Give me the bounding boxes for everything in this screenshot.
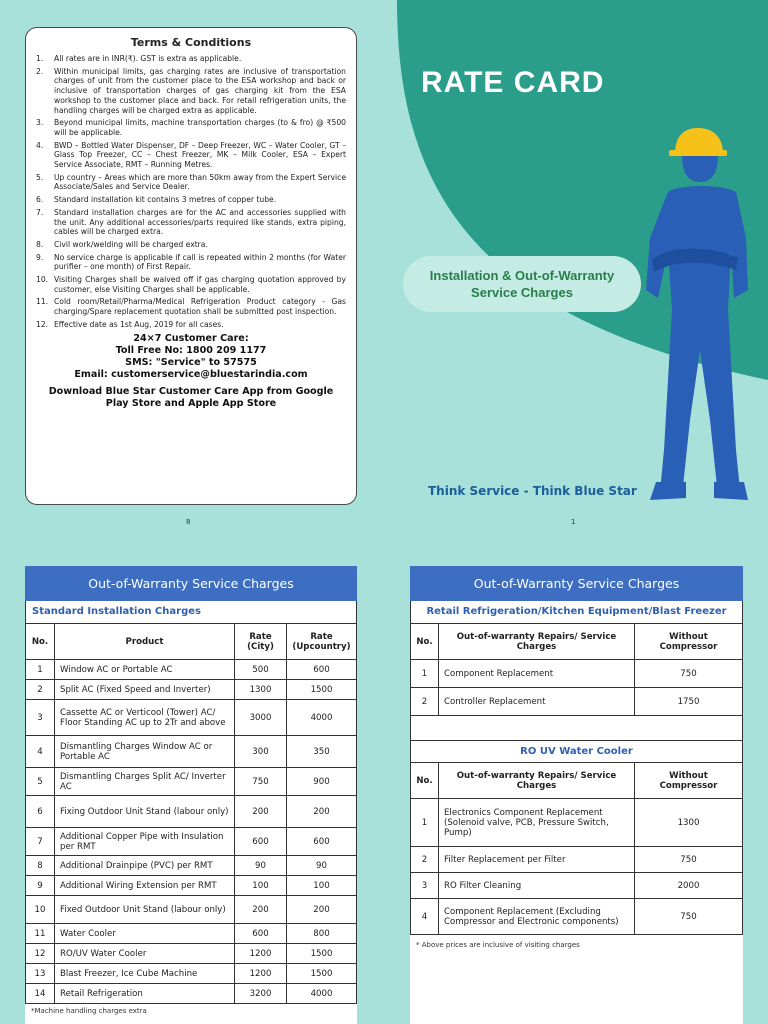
standard-installation-panel — [25, 566, 357, 1024]
cover-subtitle-line1: Installation & Out-of-Warranty — [429, 268, 615, 283]
row-number: 10 — [26, 896, 55, 924]
rate-city: 90 — [235, 856, 287, 876]
terms-item-number: 3. — [36, 118, 44, 128]
terms-panel — [25, 27, 357, 505]
table-row — [411, 873, 743, 899]
row-number: 2 — [26, 680, 55, 700]
row-number: 2 — [411, 688, 439, 716]
rate-city: 200 — [235, 796, 287, 828]
row-number: 5 — [26, 768, 55, 796]
service-description: Controller Replacement — [439, 688, 635, 716]
terms-item-number: 7. — [36, 207, 44, 217]
terms-item-text: Effective date as 1st Aug, 2019 for all cases. — [54, 319, 224, 329]
table-row — [26, 924, 357, 944]
terms-item-text: All rates are in INR(₹). GST is extra as applicable. — [54, 54, 242, 63]
terms-item-number: 11. — [36, 297, 49, 307]
left-table-header: Out-of-Warranty Service Charges — [25, 566, 357, 601]
rate-city: 3000 — [235, 700, 287, 736]
row-number: 11 — [26, 924, 55, 944]
rate-city: 1300 — [235, 680, 287, 700]
table-row — [411, 660, 743, 688]
rate-upcountry: 100 — [287, 876, 357, 896]
terms-item-text: Within municipal limits, gas charging rates are inclusive of transportation charges of unit from the customer place to the ESA workshop and back or inclusive of transportation charges of gas charging kit from the ESA workshop to the customer place and back. For retail refrigeration units, the handling charges will be charged extra as applicable. — [54, 66, 346, 115]
col-no: No. — [411, 624, 439, 660]
rate-city: 750 — [235, 768, 287, 796]
terms-item-text: Beyond municipal limits, machine transportation charges (to & fro) @ ₹500 will be applicable. — [54, 118, 346, 137]
rate-upcountry: 600 — [287, 828, 357, 856]
product-name: Split AC (Fixed Speed and Inverter) — [55, 680, 235, 700]
cover-subtitle-badge — [403, 256, 641, 312]
terms-item-text: No service charge is applicable if call is repeated within 2 months (for Water purifier – one month) of First Repair. — [54, 252, 346, 272]
product-name: Cassette AC or Verticool (Tower) AC/ Floor Standing AC up to 2Tr and above — [55, 700, 235, 736]
row-number: 3 — [26, 700, 55, 736]
row-number: 8 — [26, 856, 55, 876]
row-number: 6 — [26, 796, 55, 828]
table-row — [411, 847, 743, 873]
table-row — [26, 660, 357, 680]
col-without-compressor: Without Compressor — [635, 763, 743, 799]
col-no: No. — [26, 624, 55, 660]
standard-installation-table — [25, 623, 357, 1004]
table-spacer — [410, 716, 743, 740]
terms-item — [36, 275, 346, 294]
table-row — [26, 944, 357, 964]
table-row — [411, 799, 743, 847]
table-row — [26, 856, 357, 876]
terms-item — [36, 54, 346, 64]
rate-upcountry: 800 — [287, 924, 357, 944]
terms-item — [36, 173, 346, 192]
product-name: Fixed Outdoor Unit Stand (labour only) — [55, 896, 235, 924]
service-description: Component Replacement — [439, 660, 635, 688]
rate-upcountry: 1500 — [287, 964, 357, 984]
terms-item-number: 2. — [36, 66, 44, 76]
worker-illustration — [628, 120, 753, 510]
terms-item-number: 8. — [36, 239, 44, 249]
service-description: Component Replacement (Excluding Compressor and Electronic components) — [439, 899, 635, 935]
download-app-text: Download Blue Star Customer Care App from Google Play Store and Apple App Store — [48, 385, 334, 410]
col-service: Out-of-warranty Repairs/ Service Charges — [439, 763, 635, 799]
terms-item-text: Up country – Areas which are more than 50km away from the Expert Service Associate/Sales and Service Dealer. — [54, 172, 346, 192]
terms-title: Terms & Conditions — [130, 36, 252, 49]
terms-item-text: Cold room/Retail/Pharma/Medical Refrigeration Product category - Gas charging/Spare replacement quotation shall be submitted post inspection. — [54, 297, 346, 317]
product-name: Additional Drainpipe (PVC) per RMT — [55, 856, 235, 876]
row-number: 3 — [411, 873, 439, 899]
price-without-compressor: 1300 — [635, 799, 743, 847]
rate-city: 600 — [235, 924, 287, 944]
rate-city: 200 — [235, 896, 287, 924]
rate-city: 300 — [235, 736, 287, 768]
terms-item — [36, 240, 346, 250]
product-name: Fixing Outdoor Unit Stand (labour only) — [55, 796, 235, 828]
row-number: 14 — [26, 984, 55, 1004]
table-row — [411, 899, 743, 935]
table-row — [26, 984, 357, 1004]
col-no: No. — [411, 763, 439, 799]
repair-charges-panel — [410, 566, 743, 1024]
row-number: 1 — [26, 660, 55, 680]
rate-city: 1200 — [235, 944, 287, 964]
terms-item-text: Visiting Charges shall be waived off if gas charging quotation approved by customer, else Visiting Charges shall be applicable. — [54, 275, 346, 294]
rate-upcountry: 200 — [287, 796, 357, 828]
terms-item-number: 5. — [36, 172, 44, 182]
service-description: RO Filter Cleaning — [439, 873, 635, 899]
rate-city: 500 — [235, 660, 287, 680]
terms-item-text: BWD – Bottled Water Dispenser, DF – Deep Freezer, WC – Water Cooler, GT – Glass Top Freezer, CC – Chest Freezer, MK – Milk Cooler, ESA – Expert Service Associate, RMT – Running Metres. — [54, 140, 346, 170]
price-without-compressor: 750 — [635, 660, 743, 688]
rate-upcountry: 90 — [287, 856, 357, 876]
price-without-compressor: 750 — [635, 899, 743, 935]
terms-item-number: 12. — [36, 319, 49, 329]
price-without-compressor: 1750 — [635, 688, 743, 716]
rate-upcountry: 200 — [287, 896, 357, 924]
rate-upcountry: 600 — [287, 660, 357, 680]
service-description: Filter Replacement per Filter — [439, 847, 635, 873]
table-header-row — [411, 624, 743, 660]
rate-upcountry: 4000 — [287, 700, 357, 736]
product-name: Dismantling Charges Split AC/ Inverter AC — [55, 768, 235, 796]
table-row — [26, 828, 357, 856]
row-number: 1 — [411, 660, 439, 688]
table-row — [26, 876, 357, 896]
sms-info: SMS: "Service" to 57575 — [125, 356, 257, 368]
terms-item — [36, 208, 346, 237]
col-rate-upcountry: Rate (Upcountry) — [287, 624, 357, 660]
table-header-row — [411, 763, 743, 799]
row-number: 9 — [26, 876, 55, 896]
price-without-compressor: 2000 — [635, 873, 743, 899]
table-row — [26, 680, 357, 700]
retail-refrigeration-title: Retail Refrigeration/Kitchen Equipment/Blast Freezer — [410, 601, 743, 623]
row-number: 4 — [411, 899, 439, 935]
terms-item — [36, 195, 346, 205]
table-row — [26, 896, 357, 924]
rate-upcountry: 900 — [287, 768, 357, 796]
terms-item — [36, 67, 346, 116]
product-name: Water Cooler — [55, 924, 235, 944]
table-row — [26, 796, 357, 828]
terms-item — [36, 253, 346, 272]
terms-item-number: 1. — [36, 54, 44, 63]
product-name: Window AC or Portable AC — [55, 660, 235, 680]
table-header-row — [26, 624, 357, 660]
terms-item-text: Standard installation kit contains 3 metres of copper tube. — [54, 195, 277, 205]
table-row — [411, 688, 743, 716]
row-number: 7 — [26, 828, 55, 856]
product-name: RO/UV Water Cooler — [55, 944, 235, 964]
cover-subtitle-line2: Service Charges — [471, 285, 573, 300]
terms-item — [36, 320, 346, 330]
terms-item — [36, 141, 346, 170]
terms-list — [36, 54, 346, 330]
care-heading: 24×7 Customer Care: — [133, 332, 249, 344]
row-number: 4 — [26, 736, 55, 768]
terms-item — [36, 297, 346, 316]
product-name: Additional Copper Pipe with Insulation per RMT — [55, 828, 235, 856]
terms-item-text: Standard installation charges are for the AC and accessories supplied with the unit. Any additional accessories/parts required like stands, extra piping, cables will be charged extra. — [54, 207, 346, 237]
rate-upcountry: 350 — [287, 736, 357, 768]
page-number-right: 1 — [571, 518, 576, 526]
table-row — [26, 964, 357, 984]
terms-item-number: 10. — [36, 275, 49, 285]
col-service: Out-of-warranty Repairs/ Service Charges — [439, 624, 635, 660]
customer-care-block — [36, 333, 346, 381]
rate-upcountry: 4000 — [287, 984, 357, 1004]
rate-city: 600 — [235, 828, 287, 856]
cover-title: RATE CARD — [421, 66, 605, 99]
standard-installation-title: Standard Installation Charges — [25, 601, 357, 623]
col-rate-city: Rate (City) — [235, 624, 287, 660]
rate-upcountry: 1500 — [287, 680, 357, 700]
product-name: Blast Freezer, Ice Cube Machine — [55, 964, 235, 984]
rate-city: 1200 — [235, 964, 287, 984]
product-name: Dismantling Charges Window AC or Portable AC — [55, 736, 235, 768]
table-row — [26, 700, 357, 736]
right-table-footnote: * Above prices are inclusive of visiting charges — [416, 941, 580, 949]
row-number: 12 — [26, 944, 55, 964]
row-number: 1 — [411, 799, 439, 847]
product-name: Additional Wiring Extension per RMT — [55, 876, 235, 896]
cover-tagline: Think Service - Think Blue Star — [428, 484, 637, 498]
row-number: 13 — [26, 964, 55, 984]
page-number-left: 8 — [186, 518, 191, 526]
retail-refrigeration-table — [410, 623, 743, 716]
ro-uv-water-cooler-table — [410, 762, 743, 935]
terms-item-number: 4. — [36, 140, 44, 150]
terms-item-text: Civil work/welding will be charged extra. — [54, 239, 208, 249]
right-table-header: Out-of-Warranty Service Charges — [410, 566, 743, 601]
price-without-compressor: 750 — [635, 847, 743, 873]
terms-item-number: 9. — [36, 252, 44, 262]
ro-uv-water-cooler-title: RO UV Water Cooler — [410, 740, 743, 762]
col-product: Product — [55, 624, 235, 660]
product-name: Retail Refrigeration — [55, 984, 235, 1004]
terms-item — [36, 118, 346, 137]
toll-free-number: Toll Free No: 1800 209 1177 — [115, 344, 267, 356]
rate-card-cover — [383, 0, 768, 540]
table-row — [26, 736, 357, 768]
left-table-footnote: *Machine handling charges extra — [31, 1007, 147, 1015]
rate-upcountry: 1500 — [287, 944, 357, 964]
rate-city: 3200 — [235, 984, 287, 1004]
terms-item-number: 6. — [36, 195, 44, 205]
email-link[interactable]: Email: customerservice@bluestarindia.com — [74, 368, 308, 380]
row-number: 2 — [411, 847, 439, 873]
table-row — [26, 768, 357, 796]
col-without-compressor: Without Compressor — [635, 624, 743, 660]
service-description: Electronics Component Replacement (Solenoid valve, PCB, Pressure Switch, Pump) — [439, 799, 635, 847]
rate-city: 100 — [235, 876, 287, 896]
